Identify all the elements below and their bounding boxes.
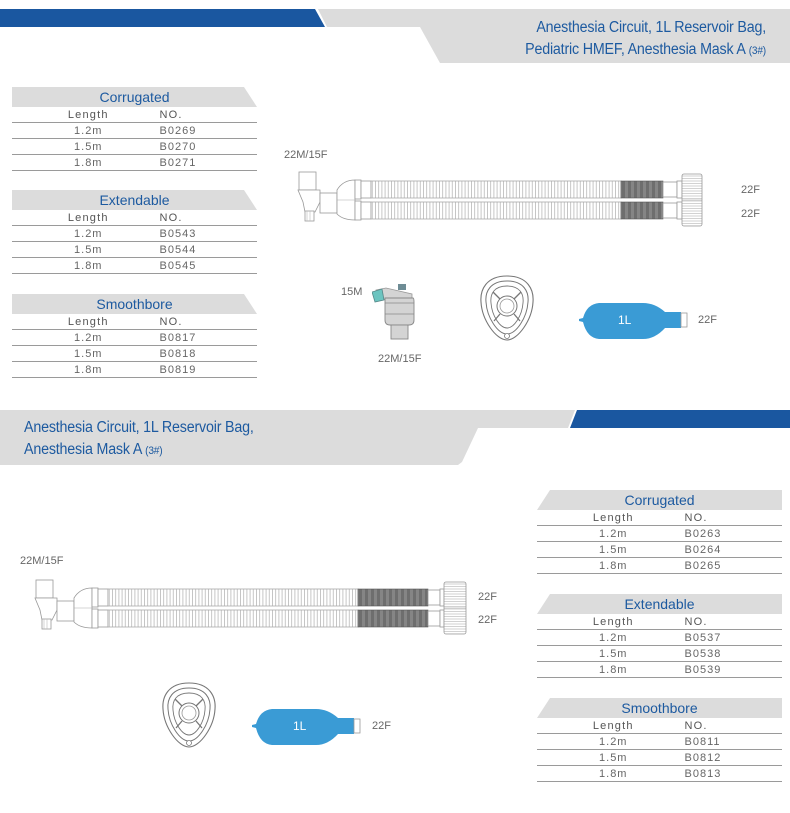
table-title: Smoothbore <box>537 698 782 718</box>
circuit-connector-label: 22M/15F <box>20 555 64 567</box>
spec-table-smoothbore <box>537 698 782 782</box>
bag-volume-label: 1L <box>618 313 632 327</box>
limb-end-label-2: 22F <box>478 614 497 626</box>
table-title: Corrugated <box>12 87 257 107</box>
table-row: 1.2m B0537 <box>537 630 782 646</box>
table-row: 1.8m B0271 <box>12 155 257 171</box>
spec-table-corrugated <box>537 490 782 574</box>
anesthesia-mask-icon <box>160 681 218 749</box>
title-line-2: Anesthesia Mask A (3#) <box>24 441 163 458</box>
table-row: 1.8m B0813 <box>537 766 782 782</box>
spec-table-extendable <box>12 190 257 274</box>
table-row: 1.5m B0544 <box>12 242 257 258</box>
table-header-row: Length NO. <box>12 314 257 330</box>
spec-table-extendable <box>537 594 782 678</box>
table-row: 1.8m B0539 <box>537 662 782 678</box>
table-header-row: Length NO. <box>537 510 782 526</box>
table-row: 1.2m B0263 <box>537 526 782 542</box>
spec-table-smoothbore <box>12 294 257 378</box>
breathing-circuit-icon <box>32 576 472 640</box>
title-line-1: Anesthesia Circuit, 1L Reservoir Bag, <box>536 19 766 36</box>
reservoir-bag-icon <box>250 706 365 748</box>
spec-table-corrugated <box>12 87 257 171</box>
bag-port-label: 22F <box>698 314 717 326</box>
hmef-base-label: 22M/15F <box>378 353 422 365</box>
table-row: 1.5m B0264 <box>537 542 782 558</box>
table-header-row: Length NO. <box>12 210 257 226</box>
hmef-filter-icon <box>372 284 420 344</box>
table-title: Extendable <box>537 594 782 614</box>
section-title <box>398 17 766 62</box>
table-row: 1.2m B0543 <box>12 226 257 242</box>
table-header-row: Length NO. <box>12 107 257 123</box>
table-row: 1.8m B0819 <box>12 362 257 378</box>
bag-port-label: 22F <box>372 720 391 732</box>
section-title <box>24 417 410 462</box>
table-row: 1.5m B0818 <box>12 346 257 362</box>
breathing-circuit-icon <box>295 168 735 232</box>
table-row: 1.8m B0545 <box>12 258 257 274</box>
table-row: 1.5m B0538 <box>537 646 782 662</box>
table-title: Smoothbore <box>12 294 257 314</box>
limb-end-label-2: 22F <box>741 208 760 220</box>
reservoir-bag-icon <box>577 300 692 342</box>
hmef-port-label: 15M <box>341 286 363 298</box>
table-row: 1.8m B0265 <box>537 558 782 574</box>
table-row: 1.5m B0270 <box>12 139 257 155</box>
table-header-row: Length NO. <box>537 718 782 734</box>
table-header-row: Length NO. <box>537 614 782 630</box>
circuit-connector-label: 22M/15F <box>284 149 328 161</box>
table-title: Extendable <box>12 190 257 210</box>
anesthesia-mask-icon <box>478 274 536 342</box>
table-row: 1.2m B0811 <box>537 734 782 750</box>
limb-end-label-1: 22F <box>478 591 497 603</box>
bag-volume-label: 1L <box>293 719 307 733</box>
title-line-2: Pediatric HMEF, Anesthesia Mask A (3#) <box>525 41 766 58</box>
limb-end-label-1: 22F <box>741 184 760 196</box>
table-title: Corrugated <box>537 490 782 510</box>
title-line-1: Anesthesia Circuit, 1L Reservoir Bag, <box>24 419 254 436</box>
table-row: 1.2m B0817 <box>12 330 257 346</box>
table-row: 1.2m B0269 <box>12 123 257 139</box>
table-row: 1.5m B0812 <box>537 750 782 766</box>
